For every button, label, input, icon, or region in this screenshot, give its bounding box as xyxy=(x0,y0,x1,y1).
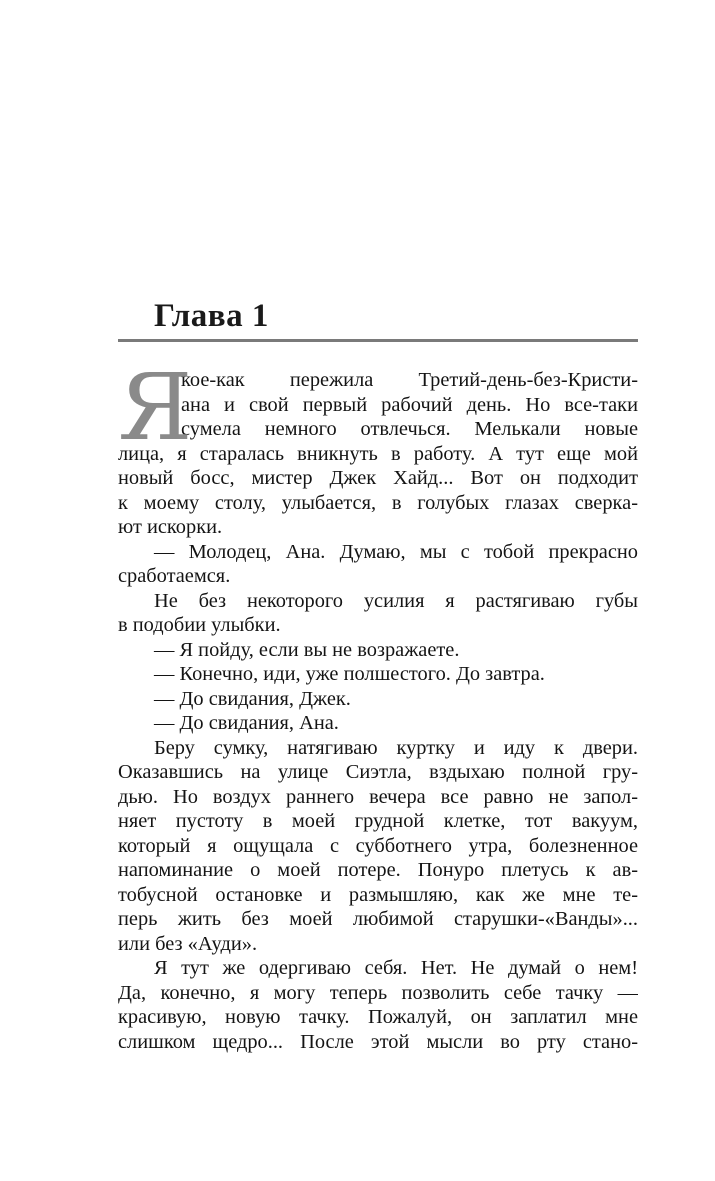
text-line: няет пустоту в моей грудной клетке, тот вакуум, xyxy=(118,810,638,832)
text-line: новый босс, мистер Джек Хайд... Вот он подходит xyxy=(118,467,638,489)
text-line: слишком щедро... После этой мысли во рту стано- xyxy=(118,1030,638,1053)
text-line: красивую, новую тачку. Пожалуй, он заплатил мне xyxy=(118,1006,638,1028)
chapter-divider xyxy=(118,339,638,342)
text-line: Я тут же одергиваю себя. Нет. Не думай о нем! xyxy=(154,957,638,979)
chapter-title: Глава 1 xyxy=(154,298,269,334)
text-line: Оказавшись на улице Сиэтла, вздыхаю полной гру- xyxy=(118,761,638,783)
text-line: лица, я старалась вникнуть в работу. А тут еще мой xyxy=(118,442,638,465)
text-line: — До свидания, Ана. xyxy=(154,712,339,734)
body-text xyxy=(118,354,638,1054)
drop-cap: Я xyxy=(118,354,193,461)
text-line: Да, конечно, я могу теперь позволить себе тачку — xyxy=(118,981,638,1004)
text-line: Не без некоторого усилия я растягиваю губы xyxy=(154,589,638,612)
text-line: в подобии улыбки. xyxy=(118,614,281,636)
text-line: Беру сумку, натягиваю куртку и иду к двери. xyxy=(154,736,638,759)
text-line: или без «Ауди». xyxy=(118,932,258,955)
text-line: кое-как пережила Третий-день-без-Кристи- xyxy=(181,369,638,391)
text-line: ют искорки. xyxy=(118,516,223,538)
text-line: сработаемся. xyxy=(118,565,231,587)
text-line: — Молодец, Ана. Думаю, мы с тобой прекрасно xyxy=(154,540,638,563)
text-line: дью. Но воздух раннего вечера все равно не запол- xyxy=(118,785,638,808)
text-line: напоминание о моей потере. Понуро плетусь к ав- xyxy=(118,859,638,881)
text-line: перь жить без моей любимой старушки-«Ванды»... xyxy=(118,908,638,930)
text-line: тобусной остановке и размышляю, как же мне те- xyxy=(118,883,638,906)
text-line: к моему столу, улыбается, в голубых глазах сверка- xyxy=(118,491,638,514)
text-line: который я ощущала с субботнего утра, болезненное xyxy=(118,834,638,857)
text-line: сумела немного отвлечься. Мелькали новые xyxy=(181,418,638,440)
text-line: — До свидания, Джек. xyxy=(154,687,351,710)
text-line: — Я пойду, если вы не возражаете. xyxy=(154,638,460,661)
text-line: ана и свой первый рабочий день. Но все-таки xyxy=(181,393,638,416)
text-line: — Конечно, иди, уже полшестого. До завтра. xyxy=(154,663,545,685)
